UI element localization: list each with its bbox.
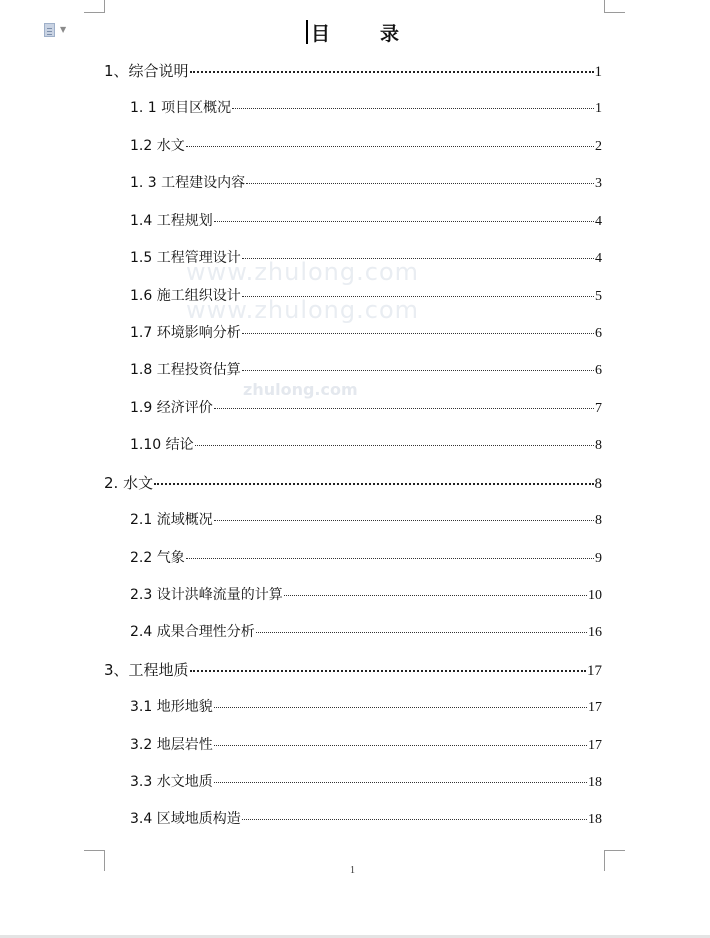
toc-leader [190, 669, 586, 672]
toc-leader [242, 257, 594, 259]
watermark-line-2: www.zhulong.com [186, 296, 420, 324]
toc-entry[interactable] [130, 135, 602, 155]
toc-leader [246, 182, 594, 184]
toc-entry[interactable] [130, 808, 602, 828]
toc-entry-label: 2.1 流域概况 [130, 512, 213, 528]
toc-entry-page: 17 [588, 738, 602, 753]
toc-entry[interactable] [130, 210, 602, 230]
toc-entry-label: 1.9 经济评价 [130, 400, 213, 416]
toc-entry[interactable] [130, 434, 602, 454]
toc-entry[interactable] [130, 696, 602, 716]
toc-entry[interactable] [130, 509, 602, 529]
document-sheet-icon [44, 23, 55, 37]
toc-leader [242, 818, 587, 820]
toc-entry-label: 3.2 地层岩性 [130, 737, 213, 753]
toc-leader [242, 369, 594, 371]
toc-entry-label: 2.2 气象 [130, 550, 185, 566]
toc-entry-label: 1.10 结论 [130, 437, 194, 453]
toc-entry-page: 1 [594, 64, 602, 80]
toc-entry-page: 1 [595, 101, 602, 116]
crop-mark-top-left [84, 0, 105, 13]
toc-entry[interactable] [104, 60, 602, 81]
toc-leader [214, 519, 594, 521]
toc-leader [186, 557, 594, 559]
toc-entry-page: 8 [594, 476, 602, 492]
toc-entry-page: 3 [595, 176, 602, 191]
toc-entry-page: 8 [595, 438, 602, 453]
toc-entry[interactable] [130, 734, 602, 754]
toc-leader [214, 781, 587, 783]
toc-leader [242, 332, 594, 334]
toc-leader [214, 220, 594, 222]
toc-entry-page: 16 [588, 625, 602, 640]
toc-leader [242, 295, 594, 297]
toc-entry[interactable] [130, 397, 602, 417]
toc-entry-label: 3.1 地形地貌 [130, 699, 213, 715]
toc-leader [154, 482, 593, 485]
toc-entry[interactable] [130, 621, 602, 641]
toc-leader [256, 631, 587, 633]
toc-leader [195, 444, 594, 446]
toc-entry-page: 17 [588, 700, 602, 715]
watermark-line-1: www.zhulong.com [186, 258, 420, 286]
toc-leader [232, 107, 594, 109]
toc-entry[interactable] [130, 247, 602, 267]
page-number: 1 [350, 865, 355, 876]
toc-entry-label: 3.4 区域地质构造 [130, 811, 241, 827]
toc-leader [214, 407, 594, 409]
toc-entry[interactable] [104, 472, 602, 493]
text-cursor [306, 20, 308, 44]
toc-entry[interactable] [130, 359, 602, 379]
toc-entry-page: 9 [595, 551, 602, 566]
watermark-line-3: zhulong.com [243, 380, 358, 399]
toc-entry-page: 7 [595, 401, 602, 416]
toc-entry-label: 1、综合说明 [104, 62, 189, 80]
toc-entry-label: 2. 水文 [104, 474, 154, 492]
toc-entry[interactable] [130, 584, 602, 604]
toc-entry-page: 17 [587, 663, 602, 679]
toc-entry-label: 2.4 成果合理性分析 [130, 624, 255, 640]
toc-entry[interactable] [130, 322, 602, 342]
toc-entry-page: 4 [595, 214, 602, 229]
toc-entry-label: 1. 3 工程建设内容 [130, 175, 246, 191]
toc-leader [214, 706, 587, 708]
toc-entry-page: 8 [595, 513, 602, 528]
toc-entry[interactable] [130, 547, 602, 567]
crop-mark-bottom-right [604, 850, 625, 871]
toc-entry[interactable] [130, 285, 602, 305]
toc-entry-label: 1. 1 项目区概况 [130, 100, 232, 116]
document-options-icon[interactable] [44, 23, 72, 39]
toc-entry-page: 18 [588, 812, 602, 827]
toc-leader [190, 70, 594, 73]
toc-leader [186, 145, 594, 147]
toc-entry-label: 1.6 施工组织设计 [130, 288, 241, 304]
toc-leader [214, 744, 587, 746]
toc-entry[interactable] [130, 771, 602, 791]
toc-entry-label: 1.7 环境影响分析 [130, 325, 241, 341]
toc-title-left: 目 [311, 23, 331, 45]
toc-entry-page: 6 [595, 363, 602, 378]
toc-title [311, 19, 399, 46]
toc-entry-label: 2.3 设计洪峰流量的计算 [130, 587, 283, 603]
toc-entry-label: 1.5 工程管理设计 [130, 250, 241, 266]
crop-mark-top-right [604, 0, 625, 13]
toc-entry-page: 18 [588, 775, 602, 790]
toc-entry[interactable] [104, 659, 602, 680]
toc-entry[interactable] [130, 97, 602, 117]
toc-entry-page: 6 [595, 326, 602, 341]
toc-entry-page: 2 [595, 139, 602, 154]
toc-entry-label: 1.2 水文 [130, 138, 185, 154]
toc-entry-label: 3.3 水文地质 [130, 774, 213, 790]
toc-leader [284, 594, 587, 596]
toc-entry-label: 1.4 工程规划 [130, 213, 213, 229]
toc-title-right: 录 [380, 23, 400, 45]
toc-entry-page: 5 [595, 289, 602, 304]
toc-entry-label: 3、工程地质 [104, 661, 189, 679]
toc-entry-page: 4 [595, 251, 602, 266]
toc-entry-page: 10 [588, 588, 602, 603]
toc-entry-label: 1.8 工程投资估算 [130, 362, 241, 378]
toc-entry[interactable] [130, 172, 602, 192]
crop-mark-bottom-left [84, 850, 105, 871]
chevron-down-icon: ▼ [60, 25, 67, 34]
